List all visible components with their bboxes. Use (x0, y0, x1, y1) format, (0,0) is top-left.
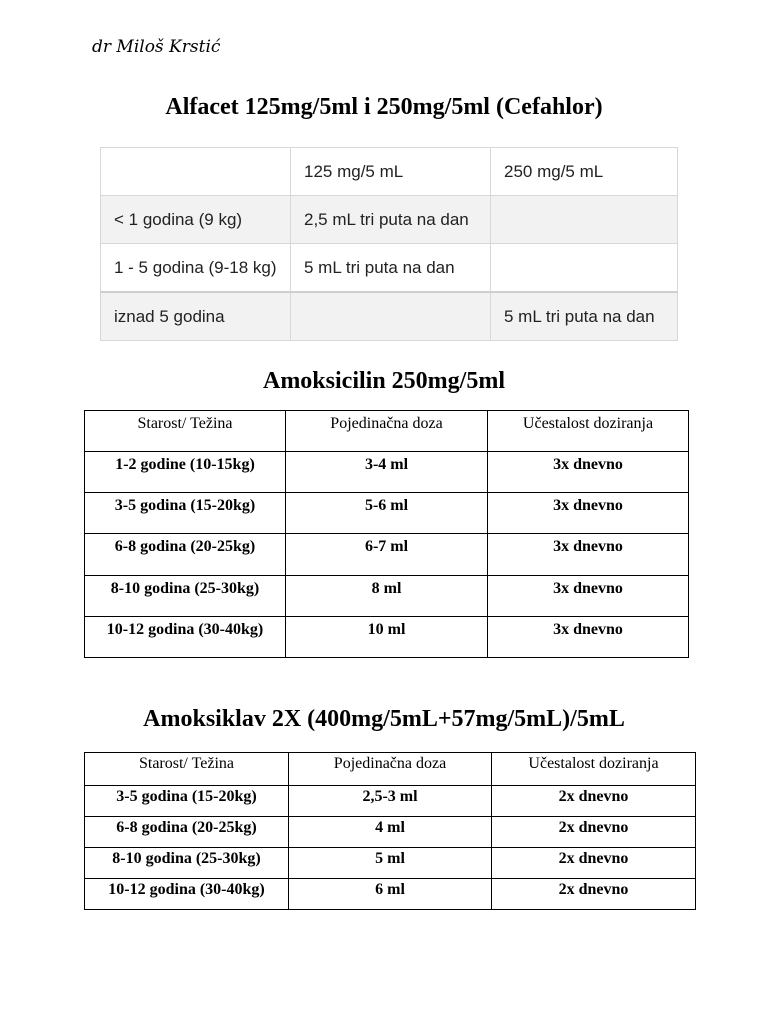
header-cell (101, 148, 291, 196)
frequency-cell: 2x dnevno (492, 786, 696, 817)
table-row (85, 452, 689, 493)
header-cell: Pojedinačna doza (286, 411, 488, 452)
header-cell: Starost/ Težina (85, 411, 286, 452)
age-cell: 3-5 godina (15-20kg) (85, 786, 289, 817)
dose-cell: 3-4 ml (286, 452, 488, 493)
frequency-cell: 2x dnevno (492, 817, 696, 848)
amoksicilin-table (84, 410, 689, 658)
frequency-cell: 3x dnevno (488, 493, 689, 534)
dose-cell: 8 ml (286, 575, 488, 616)
dose-cell: 5 mL tri puta na dan (491, 292, 678, 341)
age-cell: iznad 5 godina (101, 292, 291, 341)
amoksicilin-title: Amoksicilin 250mg/5ml (262, 368, 505, 394)
age-cell: 6-8 godina (20-25kg) (85, 534, 286, 575)
age-cell: 6-8 godina (20-25kg) (85, 817, 289, 848)
age-cell: < 1 godina (9 kg) (101, 196, 291, 244)
dose-cell: 6-7 ml (286, 534, 488, 575)
dose-cell (491, 196, 678, 244)
frequency-cell: 3x dnevno (488, 616, 689, 657)
table-row (85, 493, 689, 534)
dose-cell (291, 292, 491, 341)
frequency-cell: 3x dnevno (488, 575, 689, 616)
table-header-row (85, 411, 689, 452)
dose-cell: 5 ml (289, 848, 492, 879)
table-row (85, 575, 689, 616)
dose-cell: 5 mL tri puta na dan (291, 244, 491, 293)
dose-cell: 6 ml (289, 879, 492, 910)
dose-cell: 10 ml (286, 616, 488, 657)
header-cell: Pojedinačna doza (289, 753, 492, 786)
age-cell: 10-12 godina (30-40kg) (85, 616, 286, 657)
frequency-cell: 2x dnevno (492, 879, 696, 910)
table-row (85, 817, 696, 848)
table-row (85, 616, 689, 657)
amoksiklav-title: Amoksiklav 2X (400mg/5mL+57mg/5mL)/5mL (143, 706, 625, 732)
header-cell: 125 mg/5 mL (291, 148, 491, 196)
frequency-cell: 3x dnevno (488, 534, 689, 575)
age-cell: 1-2 godine (10-15kg) (85, 452, 286, 493)
frequency-cell: 2x dnevno (492, 848, 696, 879)
table-header-row (101, 148, 678, 196)
table-row (101, 292, 678, 341)
alfacet-table (100, 147, 678, 341)
age-cell: 8-10 godina (25-30kg) (85, 848, 289, 879)
amoksiklav-table (84, 752, 696, 910)
table-row (85, 534, 689, 575)
table-row (85, 848, 696, 879)
table-row (85, 786, 696, 817)
header-cell: Učestalost doziranja (488, 411, 689, 452)
age-cell: 8-10 godina (25-30kg) (85, 575, 286, 616)
age-cell: 10-12 godina (30-40kg) (85, 879, 289, 910)
table-header-row (85, 753, 696, 786)
dose-cell: 2,5 mL tri puta na dan (291, 196, 491, 244)
frequency-cell: 3x dnevno (488, 452, 689, 493)
header-cell: 250 mg/5 mL (491, 148, 678, 196)
age-cell: 1 - 5 godina (9-18 kg) (101, 244, 291, 293)
table-row (101, 244, 678, 293)
dose-cell (491, 244, 678, 293)
age-cell: 3-5 godina (15-20kg) (85, 493, 286, 534)
dose-cell: 2,5-3 ml (289, 786, 492, 817)
alfacet-title: Alfacet 125mg/5ml i 250mg/5ml (Cefahlor) (165, 94, 603, 120)
dose-cell: 4 ml (289, 817, 492, 848)
author-signature: dr Miloš Krstić (92, 37, 221, 57)
header-cell: Učestalost doziranja (492, 753, 696, 786)
table-row (85, 879, 696, 910)
dose-cell: 5-6 ml (286, 493, 488, 534)
table-row (101, 196, 678, 244)
header-cell: Starost/ Težina (85, 753, 289, 786)
